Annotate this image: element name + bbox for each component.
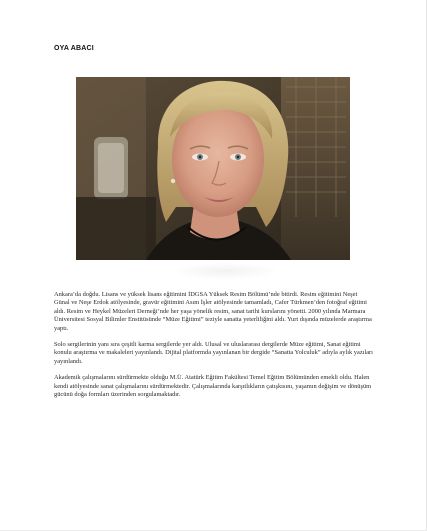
bio-paragraph: Akademik çalışmalarını sürdürmekte olduğu M.Ü. Atatürk Eğitim Fakültesi Temel Eğitim Bölümünden emekli oldu. Halen kendi atölyesinde sanat çalışmalarını sürdürmektedir. Çalışmalarında karşıtlıkların çatışkısını, yaşamın değişim ve dönüşüm gücünü doğa formları üzerinden sorgulamaktadır. [54, 374, 372, 399]
portrait-illustration [76, 77, 350, 260]
bio-paragraph: Ankara’da doğdu. Lisans ve yüksek lisans eğitimini İDGSA Yüksek Resim Bölümü’nde bitirdi. Resim eğitimini Neşet Günal ve Neşe Erdok atölyesinde, gravür eğitimini Asım İşler atölyesinde tamamladı, Cafer Türkmen’den fotoğraf eğitimi aldı. Resim ve Heykel Müzeleri Derneği’nde her yaşa yönelik resim, sanat tarihi kurslarını yönetti. 2000 yılında Marmara Üniversitesi Sosyal Bilimler Enstitüsünde “Müze Eğitimi” teziyle sanatta yeterliliğini aldı. Yurt dışında müzelerde araştırma yaptı. [54, 291, 372, 332]
portrait-photo [76, 77, 350, 260]
biography-text [54, 291, 374, 407]
photo-shadow [170, 262, 280, 280]
bio-paragraph: Solo sergilerinin yanı sıra çeşitli karma sergilerde yer aldı. Ulusal ve uluslararası dergilerde Müze eğitimi, Sanat eğitimi konulu araştırma ve makaleleri yayınlandı. Dijital platformda yayınlanan bir dergide “Sanatta Yolculuk” adıyla aylık yazıları yayınlandı. [54, 341, 373, 365]
author-name-heading: OYA ABACI [54, 45, 94, 52]
